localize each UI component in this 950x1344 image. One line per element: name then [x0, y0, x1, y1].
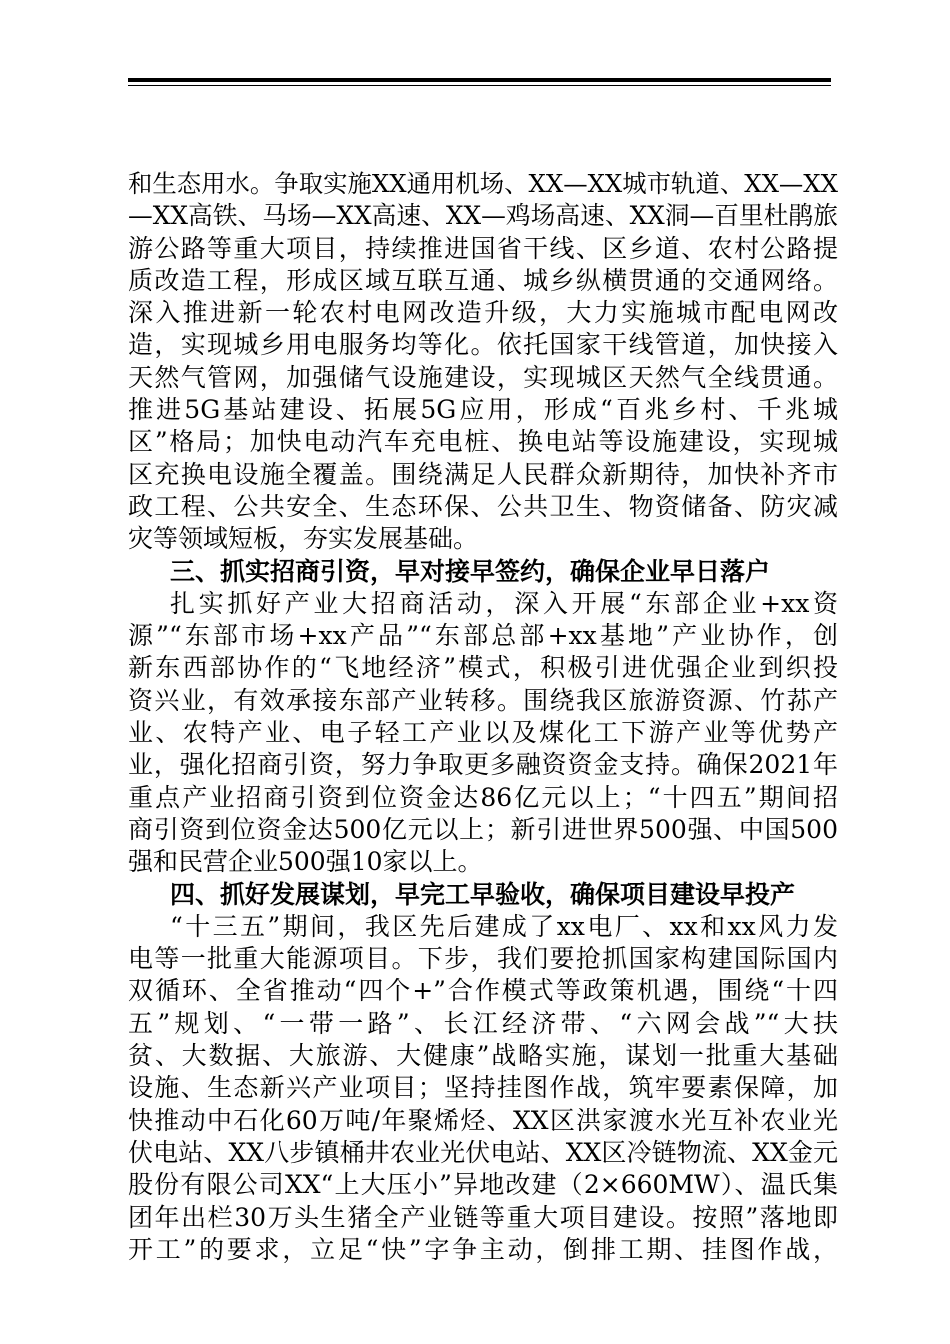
- body-line: 深入推进新一轮农村电网改造升级，大力实施城市配电网改: [128, 298, 838, 328]
- body-line: “十三五”期间，我区先后建成了xx电厂、xx和xx风力发: [170, 911, 838, 941]
- body-line: 扎实抓好产业大招商活动，深入开展“东部企业+xx资: [170, 588, 838, 618]
- body-line: —XX高铁、马场—XX高速、XX—鸡场高速、XX洞—百里杜鹃旅: [128, 201, 838, 231]
- body-line: 灾等领域短板，夯实发展基础。: [128, 524, 479, 554]
- body-line: 团年出栏30万头生猪全产业链等重大项目建设。按照”落地即: [128, 1202, 838, 1232]
- body-line: 区”格局；加快电动汽车充电桩、换电站等设施建设，实现城: [128, 427, 838, 457]
- body-line: 业，强化招商引资，努力争取更多融资资金支持。确保2021年: [128, 750, 838, 780]
- header-rule-thin: [128, 85, 831, 86]
- body-line: 源”“东部市场+xx产品”“东部总部+xx基地”产业协作，创: [128, 621, 838, 651]
- body-line: 开工”的要求，立足“快”字争主动，倒排工期、挂图作战，: [128, 1234, 838, 1264]
- body-line: 重点产业招商引资到位资金达86亿元以上；“十四五”期间招: [128, 782, 838, 812]
- body-line: 商引资到位资金达500亿元以上；新引进世界500强、中国500: [128, 814, 838, 844]
- body-line: 强和民营企业500强10家以上。: [128, 847, 483, 877]
- body-line: 质改造工程，形成区域互联互通、城乡纵横贯通的交通网络。: [128, 265, 838, 295]
- body-line: 电等一批重大能源项目。下步，我们要抢抓国家构建国际国内: [128, 944, 838, 974]
- header-rule-thick: [128, 78, 831, 82]
- section-heading: 四、抓好发展谋划，早完工早验收，确保项目建设早投产: [170, 879, 796, 909]
- body-line: 天然气管网，加强储气设施建设，实现城区天然气全线贯通。: [128, 362, 838, 392]
- body-line: 区充换电设施全覆盖。围绕满足人民群众新期待，加快补齐市: [128, 459, 838, 489]
- body-line: 新东西部协作的“飞地经济”模式，积极引进优强企业到织投: [128, 653, 838, 683]
- section-heading: 三、抓实招商引资，早对接早签约，确保企业早日落户: [170, 556, 771, 586]
- body-line: 五”规划、“一带一路”、长江经济带、“六网会战”“大扶: [128, 1008, 838, 1038]
- body-line: 资兴业，有效承接东部产业转移。围绕我区旅游资源、竹荪产: [128, 685, 838, 715]
- document-body: [128, 168, 838, 1266]
- body-line: 双循环、全省推动“四个+”合作模式等政策机遇，围绕“十四: [128, 976, 838, 1006]
- body-line: 和生态用水。争取实施XX通用机场、XX—XX城市轨道、XX—XX: [128, 169, 838, 198]
- body-line: 政工程、公共安全、生态环保、公共卫生、物资储备、防灾减: [128, 491, 838, 521]
- body-line: 快推动中石化60万吨/年聚烯烃、XX区洪家渡水光互补农业光: [128, 1105, 838, 1135]
- body-line: 游公路等重大项目，持续推进国省干线、区乡道、农村公路提: [128, 233, 838, 263]
- body-line: 推进5G基站建设、拓展5G应用，形成“百兆乡村、千兆城: [128, 395, 838, 425]
- body-line: 贫、大数据、大旅游、大健康”战略实施，谋划一批重大基础: [128, 1041, 838, 1071]
- body-line: 股份有限公司XX“上大压小”异地改建（2×660MW）、温氏集: [128, 1170, 838, 1200]
- body-line: 业、农特产业、电子轻工产业以及煤化工下游产业等优势产: [128, 718, 838, 748]
- body-line: 设施、生态新兴产业项目；坚持挂图作战，筑牢要素保障，加: [128, 1073, 838, 1103]
- body-line: 造，实现城乡用电服务均等化。依托国家干线管道，加快接入: [128, 330, 838, 360]
- body-line: 伏电站、XX八步镇桶井农业光伏电站、XX区冷链物流、XX金元: [128, 1137, 838, 1167]
